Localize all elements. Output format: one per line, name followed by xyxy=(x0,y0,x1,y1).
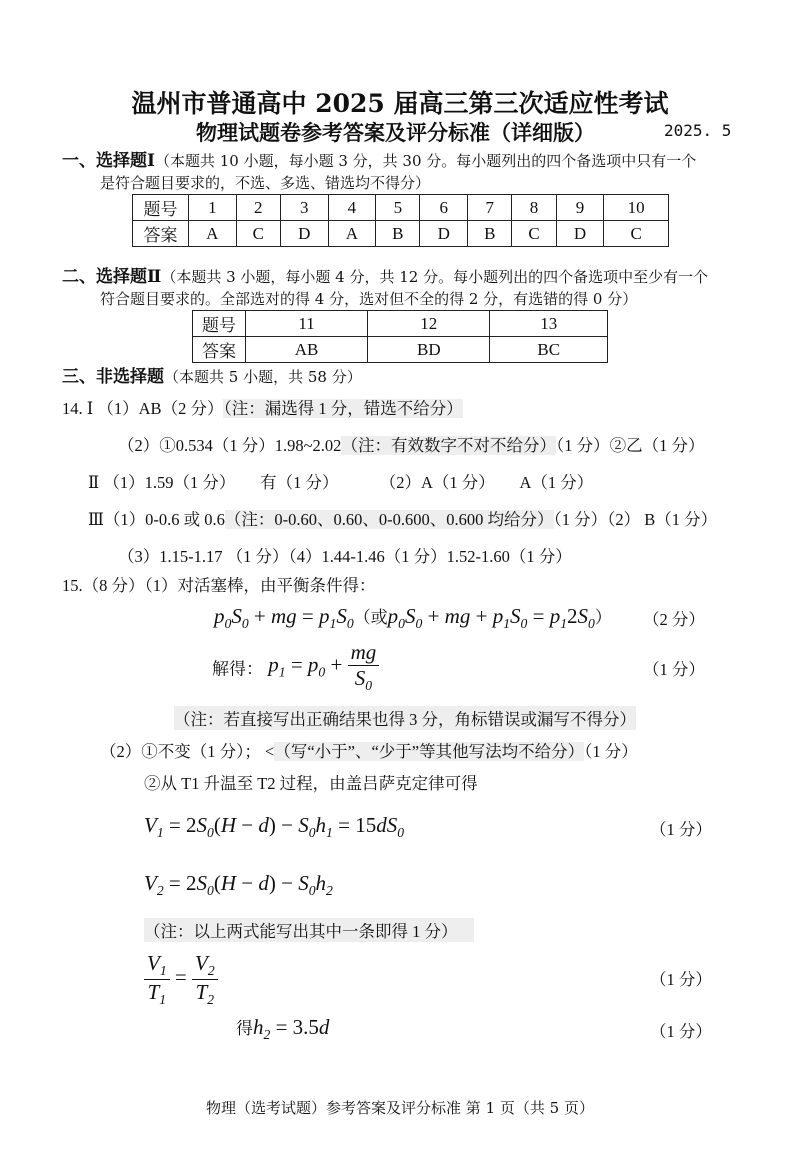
q15-result: 得$h_2 = 3.5d$ xyxy=(236,1015,330,1042)
q-cell: 12 xyxy=(368,311,490,337)
page-footer: 物理（选考试题）参考答案及评分标准 第 1 页（共 5 页） xyxy=(206,1099,594,1117)
q-cell: 2 xyxy=(236,195,280,221)
q15-equation-4: $V_2 = 2S_0(H - d) - S_0h_2$ xyxy=(144,871,333,898)
document-date: 2025. 5 xyxy=(664,121,732,140)
q15-score-result: （1 分） xyxy=(650,1022,712,1041)
row-label-answer: 答案 xyxy=(193,337,246,363)
result-label: 得 xyxy=(236,1019,253,1038)
row-label-question: 题号 xyxy=(133,195,189,221)
section2-answer-table xyxy=(192,310,608,363)
q14-line-1 xyxy=(62,395,463,419)
q-cell: 3 xyxy=(280,195,328,221)
row-label-answer: 答案 xyxy=(133,221,189,247)
q-cell: 11 xyxy=(246,311,368,337)
q-cell: 7 xyxy=(468,195,512,221)
q15-score-eq5: （1 分） xyxy=(650,970,712,989)
q14-line-3: Ⅱ （1）1.59（1 分） 有（1 分） （2）A（1 分） A（1 分） xyxy=(88,473,594,492)
q14-l1-note: （注：漏选得 1 分，错选不给分） xyxy=(223,399,463,418)
section2-desc-1: （本题共 3 小题，每小题 4 分，共 12 分。每小题列出的四个备选项中至少有一个 xyxy=(161,268,709,286)
q15-equation-1: $p_0S_0$ + mg = $p_1S_0$（或$p_0S_0$ + mg + $p_1S_0 = p_12S_0$） xyxy=(214,604,612,631)
q-cell: 1 xyxy=(189,195,237,221)
q-cell: 4 xyxy=(328,195,376,221)
section3-heading: 三、非选择题 xyxy=(62,367,164,387)
q15-p2-main: （2）①不变（1 分）； < xyxy=(100,742,275,761)
q15-intro: 15.（8 分）（1）对活塞棒，由平衡条件得： xyxy=(62,576,376,595)
q14-l2-note: （注：有效数字不对不给分） xyxy=(341,436,556,455)
q15-score-eq2: （1 分） xyxy=(643,660,705,679)
q15-equation-5: $\frac{V_1}{T_1}$ = $\frac{V_2}{T_2}$ xyxy=(144,951,218,1008)
section3-heading-line xyxy=(62,362,362,387)
section2-answer-row xyxy=(193,337,608,363)
q-cell: 8 xyxy=(512,195,556,221)
a-cell: D xyxy=(420,221,468,247)
q14-l4-main: Ⅲ（1）0-0.6 或 0.6 xyxy=(88,510,225,529)
section2-desc-2: 符合题目要求的。全部选对的得 4 分，选对但不全的得 2 分，有选错的得 0 分） xyxy=(100,290,638,308)
q15-note-1: （注：若直接写出正确结果也得 3 分，角标错误或漏写不得分） xyxy=(174,706,636,730)
section1-answer-table xyxy=(132,194,669,247)
q15-note-2: （注：以上两式能写出其中一条即得 1 分） xyxy=(144,918,474,942)
section3-desc: （本题共 5 小题，共 58 分） xyxy=(164,368,362,386)
document-subtitle: 物理试题卷参考答案及评分标准（详细版） xyxy=(196,120,595,145)
q14-l4-note: （注：0-0.60、0.60、0-0.600、0.600 均给分） xyxy=(224,510,554,529)
section1-question-row xyxy=(133,195,669,221)
eq1-close: ） xyxy=(594,608,612,627)
q14-l4-tail: （1 分）（2） B（1 分） xyxy=(553,510,718,529)
q-cell: 10 xyxy=(604,195,669,221)
a-cell: AB xyxy=(246,337,368,363)
q14-line-4 xyxy=(88,506,717,530)
a-cell: A xyxy=(189,221,237,247)
q15-score-eq1: （2 分） xyxy=(643,610,705,629)
solve-label: 解得： xyxy=(212,659,263,679)
a-cell: D xyxy=(556,221,604,247)
a-cell: D xyxy=(280,221,328,247)
q15-equation-3: $V_1 = 2S_0(H - d) - S_0h_1 = 15dS_0$ xyxy=(144,813,405,840)
document-title: 温州市普通高中 2025 届高三第三次适应性考试 xyxy=(131,89,669,118)
section1-answer-row xyxy=(133,221,669,247)
q-cell: 13 xyxy=(490,311,608,337)
section1-heading: 一、选择题Ⅰ xyxy=(62,151,155,171)
q14-line-5: （3）1.15-1.17 （1 分）（4）1.44-1.46（1 分）1.52-1.60（1 分） xyxy=(118,547,572,566)
q14-l2-tail: （1 分）②乙（1 分） xyxy=(555,436,705,455)
a-cell: C xyxy=(512,221,556,247)
q14-l2-main: （2）①0.534（1 分）1.98~2.02 xyxy=(118,436,342,455)
q14-line-2 xyxy=(118,432,704,456)
section1-heading-line xyxy=(62,146,696,171)
a-cell: BD xyxy=(368,337,490,363)
q15-equation-2: 解得： $p_1 = p_0$ + $\frac{mg}{S_0}$ xyxy=(212,640,379,694)
section1-desc-1: （本题共 10 小题，每小题 3 分，共 30 分。每小题列出的四个备选项中只有一个 xyxy=(154,152,697,170)
row-label-question: 题号 xyxy=(193,311,246,337)
q15-p2-tail: （1 分） xyxy=(584,742,638,761)
q15-part2-line2: ②从 T1 升温至 T2 过程，由盖吕萨克定律可得 xyxy=(144,774,478,793)
a-cell: C xyxy=(236,221,280,247)
a-cell: B xyxy=(468,221,512,247)
q-cell: 5 xyxy=(376,195,420,221)
section2-question-row xyxy=(193,311,608,337)
a-cell: BC xyxy=(490,337,608,363)
q-cell: 6 xyxy=(420,195,468,221)
q-cell: 9 xyxy=(556,195,604,221)
a-cell: B xyxy=(376,221,420,247)
eq1-or: （或 xyxy=(353,608,388,627)
section1-desc-2: 是符合题目要求的，不选、多选、错选均不得分） xyxy=(100,174,431,192)
q15-score-eq3: （1 分） xyxy=(650,820,712,839)
section2-heading: 二、选择题Ⅱ xyxy=(62,267,162,287)
section2-heading-line xyxy=(62,262,708,287)
q14-l1-main: 14. Ⅰ （1）AB（2 分） xyxy=(62,399,224,418)
a-cell: C xyxy=(604,221,669,247)
q15-p2-note: （写“小于”、“少于”等其他写法均不给分） xyxy=(274,742,585,761)
a-cell: A xyxy=(328,221,376,247)
q15-part2-line1 xyxy=(100,738,638,762)
